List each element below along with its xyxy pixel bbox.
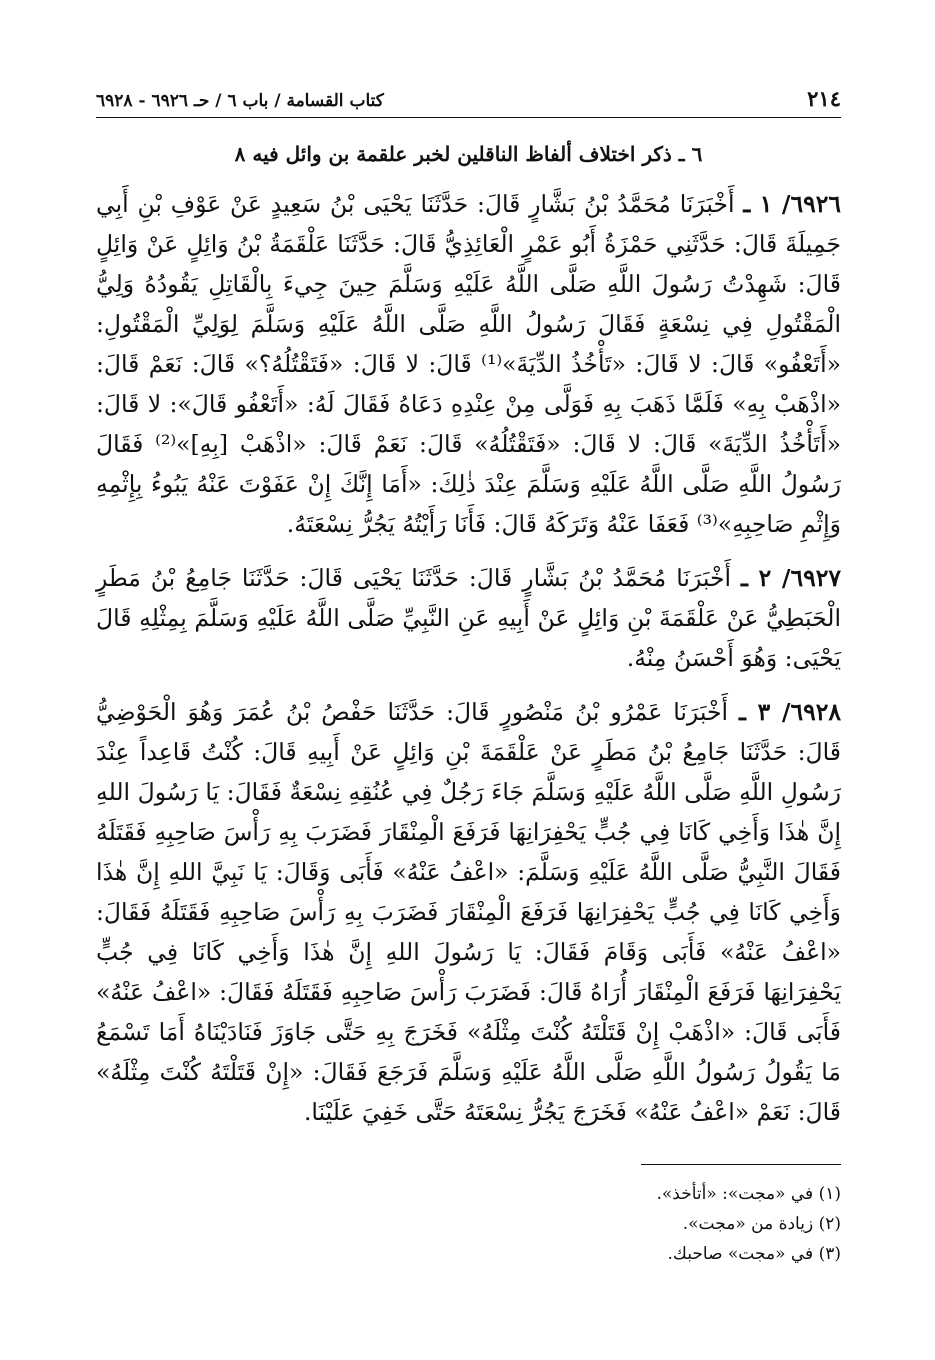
footnote: (٢) زيادة من «مجت». [682,1214,841,1234]
hadith-number: ٦٩٢٦/ ١ ـ [743,190,842,218]
hadith-paragraph [96,184,841,544]
hadith-paragraph [96,558,841,678]
hadith-text: أَخْبَرَنَا عَمْرُو بْنُ مَنْصُورٍ قَالَ: حَدَّثَنَا حَفْصُ بْنُ عُمَرَ وَهُوَ الْحَوْضِيُّ قَالَ: حَدَّثَنَا جَامِعُ بْنُ مَطَرٍ عَنْ عَلْقَمَةَ بْنِ وَائِلٍ عَنْ أَبِيهِ قَالَ: كُنْتُ قَاعِداً عِنْدَ رَسُولِ اللَّهِ صَلَّى اللَّهُ عَلَيْهِ وَسَلَّمَ جَاءَ رَجُلٌ فِي عُنُقِهِ نِسْعَةٌ فَقَالَ: يَا رَسُولَ اللهِ إِنَّ هٰذَا وَأَخِي كَانَا فِي جُبٍّ يَحْفِرَانِهَا فَرَفَعَ الْمِنْقَارَ فَضَرَبَ بِهِ رَأْسَ صَاحِبِهِ فَقَتَلَهُ فَقَالَ النَّبِيُّ صَلَّى اللَّهُ عَلَيْهِ وَسَلَّمَ: «اعْفُ عَنْهُ» فَأَبَى وَقَالَ: يَا نَبِيَّ اللهِ إِنَّ هٰذَا وَأَخِي كَانَا فِي جُبٍّ يَحْفِرَانِهَا فَرَفَعَ الْمِنْقَارَ فَضَرَبَ بِهِ رَأْسَ صَاحِبِهِ فَقَتَلَهُ فَقَالَ: «اعْفُ عَنْهُ» فَأَبَى وَقَامَ فَقَالَ: يَا رَسُولَ اللهِ إِنَّ هٰذَا وَأَخِي كَانَا فِي جُبٍّ يَحْفِرَانِهَا فَرَفَعَ الْمِنْقَارَ أُرَاهُ قَالَ: فَضَرَبَ رَأْسَ صَاحِبِهِ فَقَتَلَهُ فَقَالَ: «اعْفُ عَنْهُ» فَأَبَى قَالَ: «اذْهَبْ إِنْ قَتَلْتَهُ كُنْتَ مِثْلَهُ» فَخَرَجَ بِهِ حَتَّى جَاوَزَ فَنَادَيْنَاهُ أَمَا تَسْمَعُ مَا يَقُولُ رَسُولُ اللَّهِ صَلَّى اللَّهُ عَلَيْهِ وَسَلَّمَ فَرَجَعَ فَقَالَ: «إِنْ قَتَلْتَهُ كُنْتَ مِثْلَهُ» قَالَ: نَعَمْ «اعْفُ عَنْهُ» فَخَرَجَ يَجُرُّ نِسْعَتَهُ حَتَّى خَفِيَ عَلَيْنَا. [96,698,841,1126]
hadith-number: ٦٩٢٨/ ٣ ـ [739,698,841,726]
book-page [96,86,841,1269]
section-title: ٦ ـ ذكر اختلاف ألفاظ الناقلين لخبر علقمة بن وائل فيه ٨ [234,142,703,166]
footnote-divider [641,1164,841,1165]
hadith-number: ٦٩٢٧/ ٢ ـ [741,564,841,592]
footnote: (١) في «مجت»: «أتأخذ». [656,1184,841,1204]
page-number: ٢١٤ [807,86,841,111]
hadith-text: أَخْبَرَنَا مُحَمَّدُ بْنُ بَشَّارٍ قَالَ: حَدَّثَنَا يَحْيَى بْنُ سَعِيدٍ عَنْ عَوْفِ بْنِ أَبِي جَمِيلَةَ قَالَ: حَدَّثَنِي حَمْزَةُ أَبُو عَمْرٍ الْعَائِذِيُّ قَالَ: حَدَّثَنَا عَلْقَمَةُ بْنُ وَائِلٍ عَنْ وَائِلٍ قَالَ: شَهِدْتُ رَسُولَ اللَّهِ صَلَّى اللَّهُ عَلَيْهِ وَسَلَّمَ حِينَ جِيءَ بِالْقَاتِلِ يَقُودُهُ وَلِيُّ الْمَقْتُولِ فِي نِسْعَةٍ فَقَالَ رَسُولُ اللَّهِ صَلَّى اللَّهُ عَلَيْهِ وَسَلَّمَ لِوَلِيِّ الْمَقْتُولِ: «أَتَعْفُو» قَالَ: لا قَالَ: «تَأْخُذُ الدِّيَةَ»⁽¹⁾ قَالَ: لا قَالَ: «فَتَقْتُلُهُ؟» قَالَ: نَعَمْ قَالَ: «اذْهَبْ بِهِ» فَلَمَّا ذَهَبَ بِهِ فَوَلَّى مِنْ عِنْدِهِ دَعَاهُ فَقَالَ لَهُ: «أَتَعْفُو قَالَ»: لا قَالَ: «أَتَأْخُذُ الدِّيَةَ» قَالَ: لا قَالَ: «فَتَقْتُلُهُ» قَالَ: نَعَمْ قَالَ: «اذْهَبْ [بِهِ]»⁽²⁾ فَقَالَ رَسُولُ اللَّهِ صَلَّى اللَّهُ عَلَيْهِ وَسَلَّمَ عِنْدَ ذٰلِكَ: «أَمَا إِنَّكَ إِنْ عَفَوْتَ عَنْهُ يَبُوءُ بِإِثْمِهِ وَإِثْمِ صَاحِبِهِ»⁽³⁾ فَعَفَا عَنْهُ وَتَرَكَهُ قَالَ: فَأَنَا رَأَيْتُهُ يَجُرُّ نِسْعَتَهُ. [96,190,841,538]
hadith-text: أَخْبَرَنَا مُحَمَّدُ بْنُ بَشَّارٍ قَالَ: حَدَّثَنَا يَحْيَى قَالَ: حَدَّثَنَا جَامِعُ بْنُ مَطَرٍ الْحَبَطِيُّ عَنْ عَلْقَمَةَ بْنِ وَائِلٍ عَنْ أَبِيهِ عَنِ النَّبِيِّ صَلَّى اللَّهُ عَلَيْهِ وَسَلَّمَ بِمِثْلِهِ قَالَ يَحْيَى: وَهُوَ أَحْسَنُ مِنْهُ. [96,564,841,672]
running-header [96,86,841,118]
running-title: كتاب القسامة / باب ٦ / حـ ٦٩٢٦ - ٦٩٢٨ [96,91,384,111]
hadith-paragraph [96,692,841,1132]
footnote: (٣) في «مجت» صاحبك. [667,1244,841,1264]
